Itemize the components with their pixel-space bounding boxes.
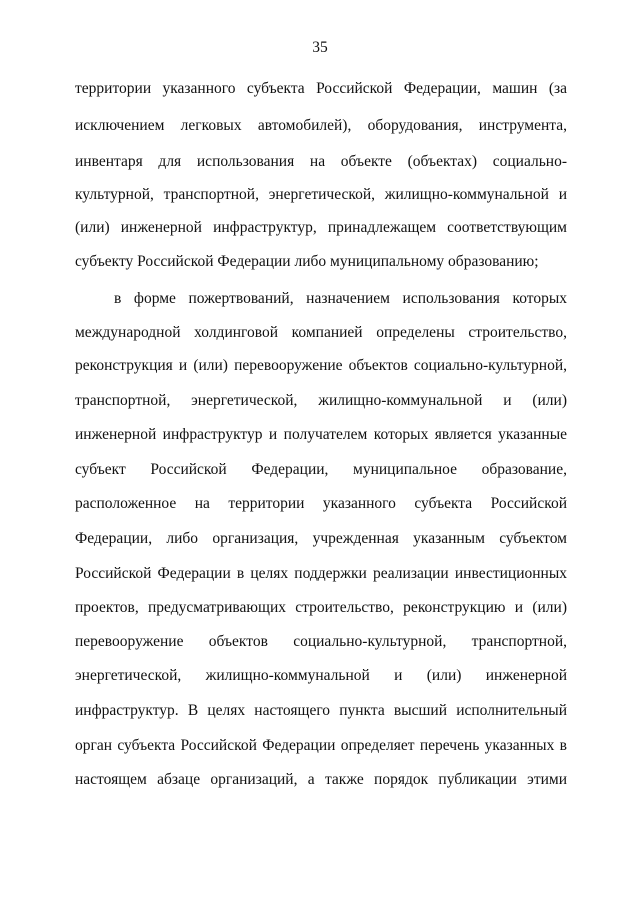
text-line: (или) инженерной инфраструктур, принадлежащем соответствующим: [75, 219, 567, 236]
text-line: исключением легковых автомобилей), оборудования, инструмента,: [75, 117, 567, 134]
text-line: энергетической, жилищно-коммунальной и (или) инженерной: [75, 667, 567, 684]
text-line: транспортной, энергетической, жилищно-коммунальной и (или): [75, 392, 567, 409]
page-number: 35: [312, 39, 328, 56]
text-line: субъект Российской Федерации, муниципальное образование,: [75, 461, 567, 478]
paragraph-first-line: в форме пожертвований, назначением использования которых: [114, 290, 567, 307]
text-line: территории указанного субъекта Российской Федерации, машин (за: [75, 80, 567, 97]
text-line: субъекту Российской Федерации либо муниципальному образованию;: [75, 253, 539, 270]
text-line: культурной, транспортной, энергетической, жилищно-коммунальной и: [75, 186, 567, 203]
text-line: настоящем абзаце организаций, а также порядок публикации этими: [75, 771, 567, 788]
text-line: Федерации, либо организация, учрежденная указанным субъектом: [75, 530, 567, 547]
text-line: инвентаря для использования на объекте (объектах) социально-: [75, 153, 567, 170]
text-line: перевооружение объектов социально-культурной, транспортной,: [75, 633, 567, 650]
text-line: Российской Федерации в целях поддержки реализации инвестиционных: [75, 565, 567, 582]
text-line: международной холдинговой компанией определены строительство,: [75, 324, 567, 341]
text-line: проектов, предусматривающих строительство, реконструкцию и (или): [75, 599, 567, 616]
text-line: орган субъекта Российской Федерации определяет перечень указанных в: [75, 737, 567, 754]
text-line: расположенное на территории указанного субъекта Российской: [75, 495, 567, 512]
text-line: реконструкция и (или) перевооружение объектов социально-культурной,: [75, 357, 567, 374]
text-line: инженерной инфраструктур и получателем которых является указанные: [75, 426, 567, 443]
text-line: инфраструктур. В целях настоящего пункта высший исполнительный: [75, 702, 567, 719]
